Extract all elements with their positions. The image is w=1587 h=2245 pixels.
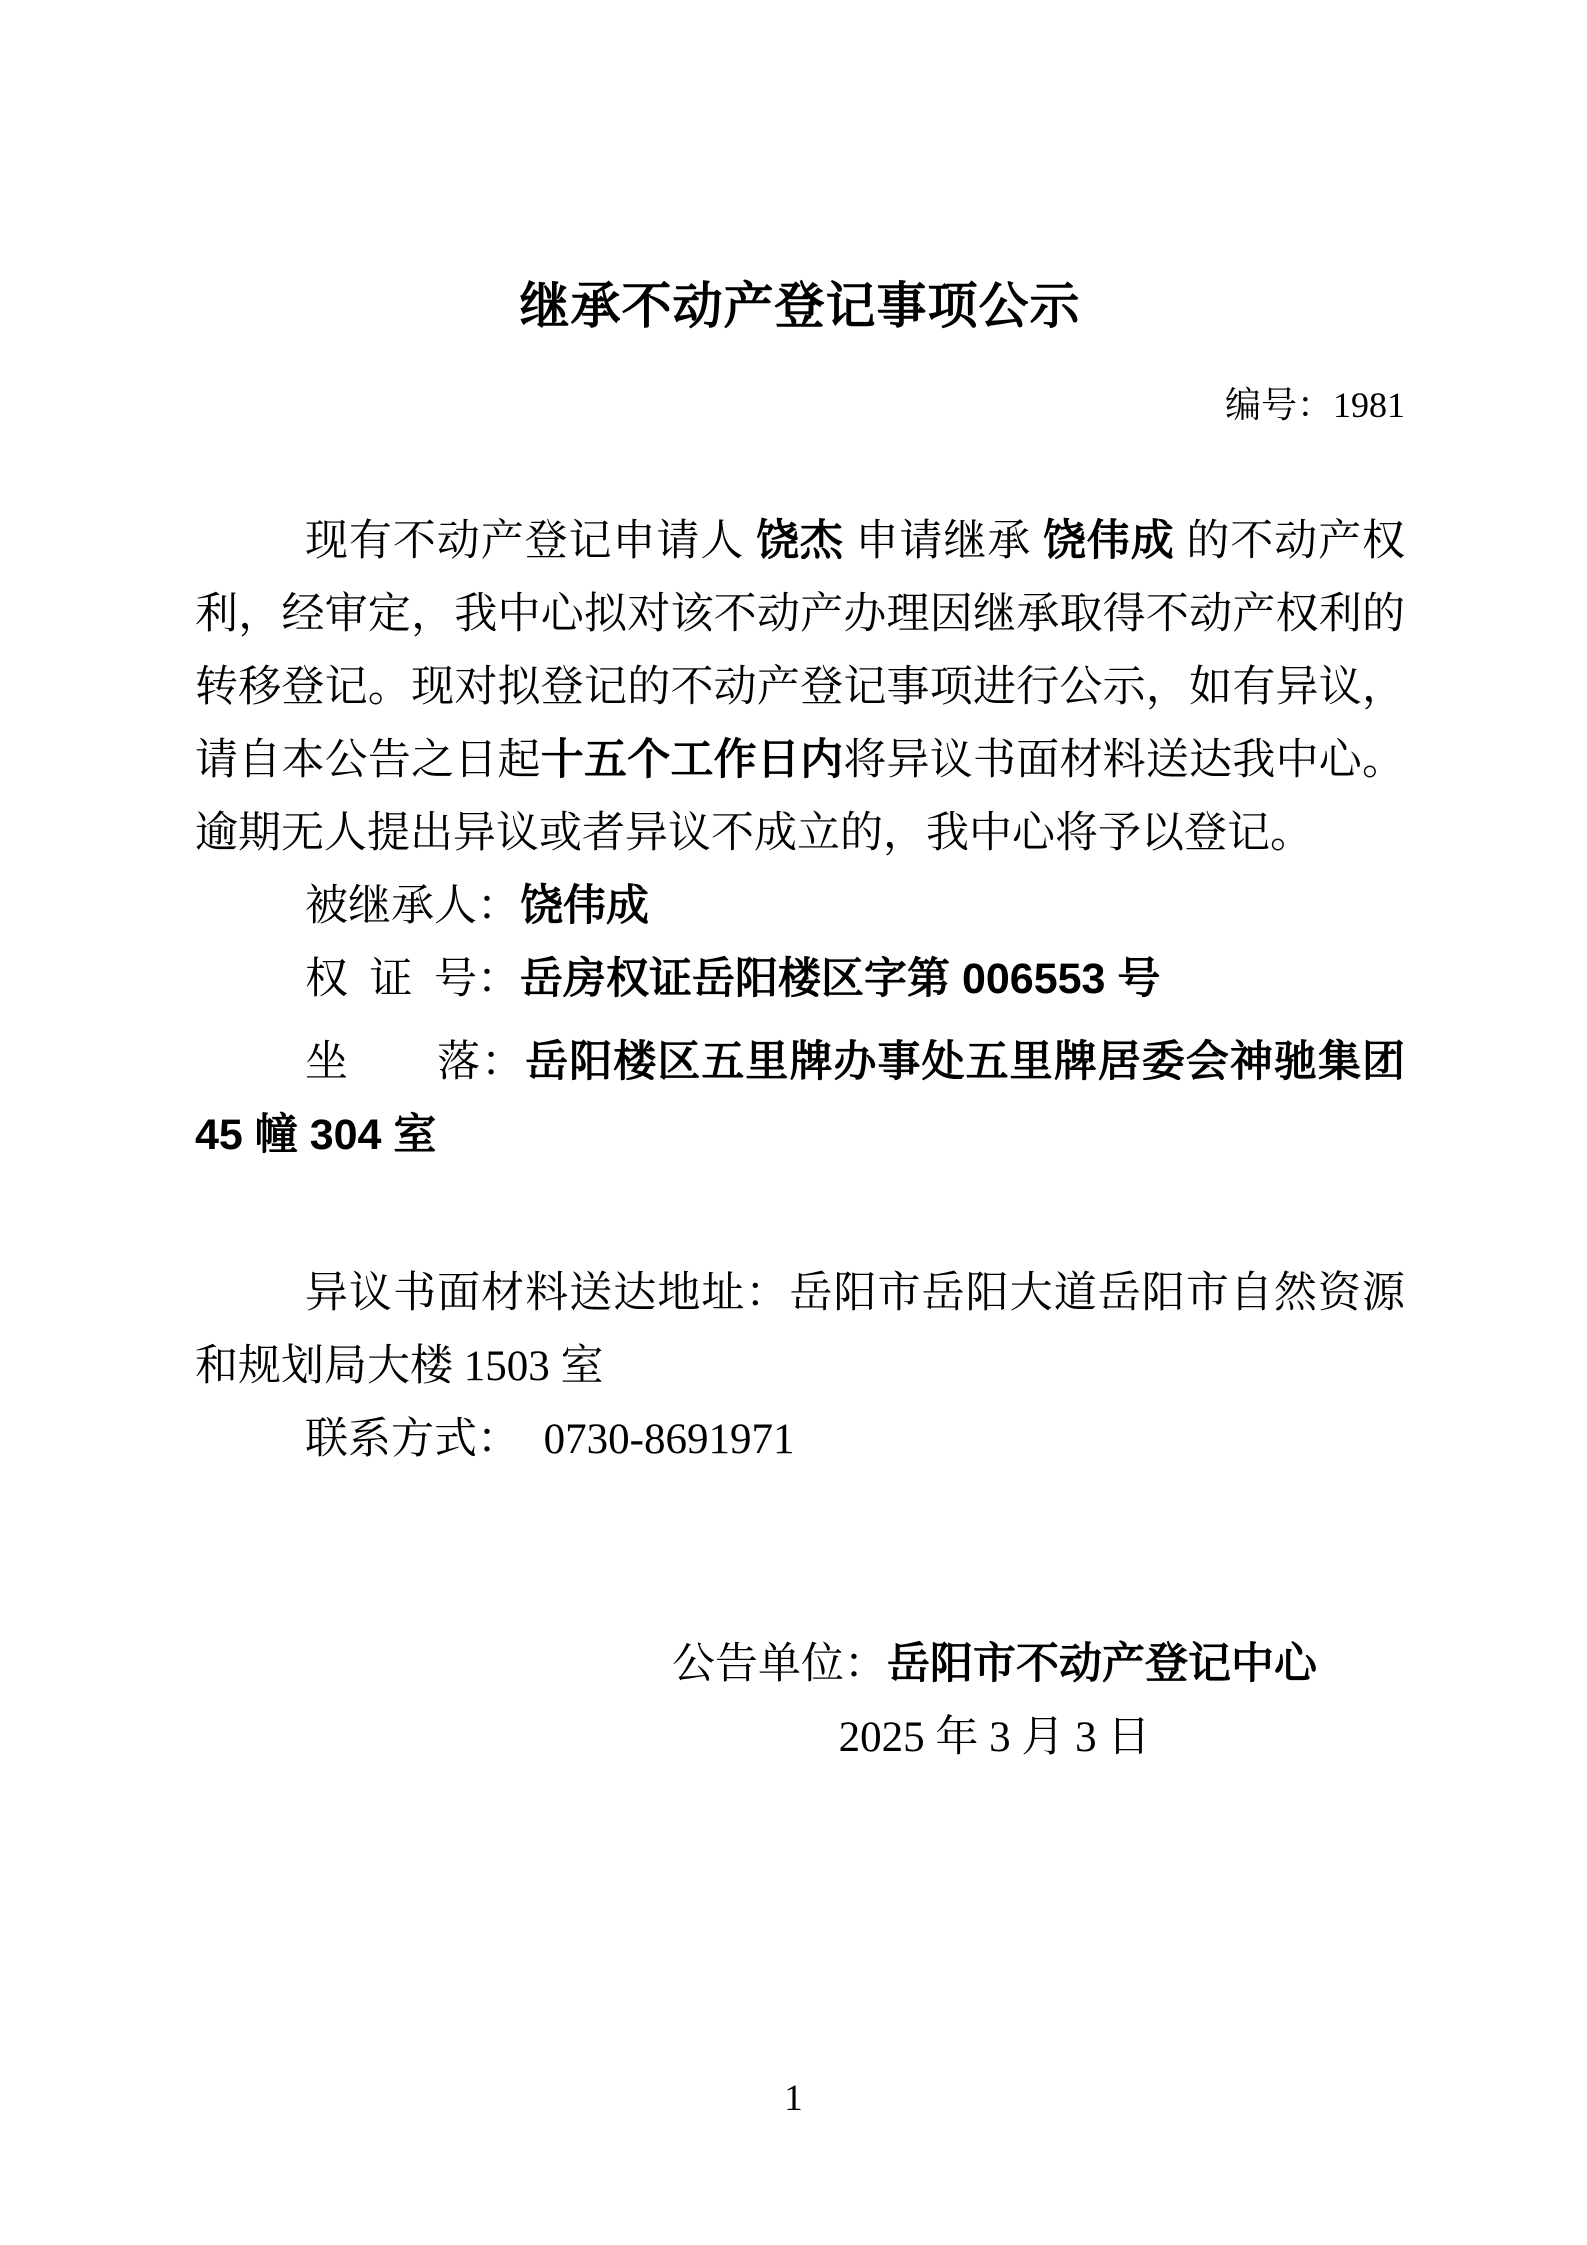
location-field-value: 岳阳楼区五里牌办事处五里牌居委会神驰集团 45 幢 304 室 <box>195 1038 1406 1159</box>
objection-address-value: 岳阳市岳阳大道岳阳市自然资源和规划局大楼 1503 室 <box>195 1270 1406 1390</box>
para-seg-3: 的不动产权利，经审定，我中心拟对该不动产办理因继承取得不动产权利的转移登记。现对拟登记的不动产登记事项进行公示，如有异议，请自本公告之日起 <box>195 518 1406 784</box>
decedent-field-value: 饶伟成 <box>520 882 649 930</box>
decedent-name: 饶伟成 <box>1042 517 1175 565</box>
doc-number-value: 1981 <box>1333 385 1405 425</box>
certificate-field-value: 岳房权证岳阳楼区字第 006553 号 <box>520 955 1161 1003</box>
issuer-name: 岳阳市不动产登记中心 <box>887 1640 1317 1688</box>
objection-address-paragraph <box>195 1257 1405 1403</box>
contact-label: 联系方式： <box>305 1416 520 1463</box>
objection-deadline: 十五个工作日内 <box>540 736 844 784</box>
certificate-field-label: 权 证 号： <box>305 956 520 1003</box>
page-title: 继承不动产登记事项公示 <box>519 278 1081 334</box>
page-number: 1 <box>784 2078 803 2119</box>
para-seg-2: 申请继承 <box>843 518 1043 565</box>
decedent-field <box>195 870 1405 943</box>
contact-value: 0730-8691971 <box>543 1416 795 1463</box>
applicant-name: 饶杰 <box>755 517 844 565</box>
location-field <box>195 1026 1405 1172</box>
certificate-field <box>195 943 1405 1016</box>
para-seg-4: 将异议书面材料送达我中心。逾期无人提出异议或者异议不成立的，我中心将予以登记。 <box>195 737 1406 857</box>
doc-number-label: 编号： <box>1224 385 1333 425</box>
contact-row <box>195 1403 1405 1476</box>
doc-number-row <box>195 387 1405 423</box>
issuer-row <box>672 1628 1317 1701</box>
footer-block <box>672 1628 1317 1774</box>
location-field-label: 坐 落： <box>305 1039 526 1086</box>
issue-date: 2025 年 3 月 3 日 <box>838 1714 1151 1761</box>
para-seg-1: 现有不动产登记申请人 <box>305 518 756 565</box>
issuer-label: 公告单位： <box>672 1641 887 1688</box>
decedent-field-label: 被继承人： <box>305 883 520 930</box>
objection-address-label: 异议书面材料送达地址： <box>305 1270 790 1317</box>
notice-paragraph <box>195 505 1405 870</box>
